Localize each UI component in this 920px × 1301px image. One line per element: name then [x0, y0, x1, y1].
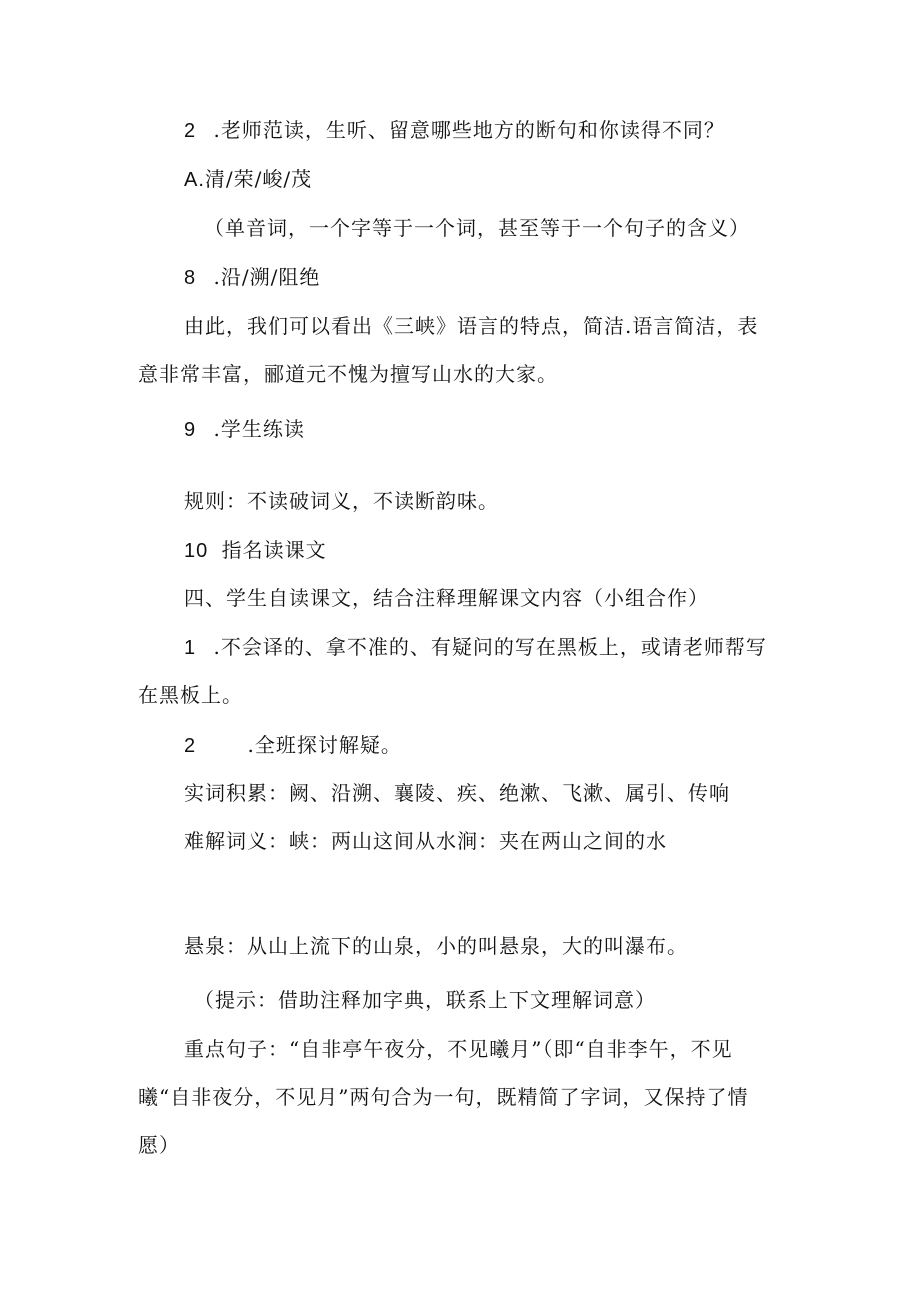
text-line	[184, 584, 709, 612]
line-text: 愿）	[138, 1133, 180, 1157]
text-line	[184, 633, 767, 662]
text-line	[184, 116, 725, 145]
line-text: .学生练读	[213, 417, 305, 441]
line-text: 清/荣/峻/茂	[204, 167, 313, 191]
line-text: （提示：借助注释加字典，联系上下文理解词意）	[194, 988, 656, 1012]
text-line	[194, 986, 656, 1014]
list-number: 2	[184, 120, 197, 142]
line-text: 由此，我们可以看出《三峡》语言的特点，简洁.语言简洁，表	[184, 314, 759, 338]
line-text: 难解词义：峡：两山这间从水涧：夹在两山之间的水	[184, 829, 667, 853]
text-line	[184, 932, 688, 960]
line-text: 规则：不读破词义，不读断韵味。	[184, 489, 499, 513]
list-number: 8	[184, 267, 197, 289]
text-line	[138, 1131, 180, 1159]
line-text: 重点句子：“自非亭午夜分，不见曦月”（即“自非李午，不见	[184, 1037, 733, 1061]
list-number: 2	[184, 735, 197, 757]
text-line	[138, 1083, 748, 1111]
line-text: 意非常丰富，郦道元不愧为擅写山水的大家。	[138, 362, 558, 386]
text-line	[184, 487, 499, 515]
line-text: .沿/溯/阻绝	[213, 265, 321, 289]
line-text: .老师范读，生听、留意哪些地方的断句和你读得不同？	[213, 118, 725, 142]
line-text: 四、学生自读课文，结合注释理解课文内容（小组合作）	[184, 586, 709, 610]
line-text: 在黑板上。	[138, 683, 243, 707]
text-line	[184, 312, 758, 340]
list-number: 9	[184, 419, 197, 441]
line-text: .全班探讨解疑。	[247, 733, 402, 757]
list-number: 1	[184, 637, 197, 659]
line-text: （单音词，一个字等于一个词，甚至等于一个句子的含义）	[204, 216, 750, 240]
text-line	[184, 779, 730, 807]
text-line	[184, 415, 305, 444]
text-line	[138, 360, 558, 388]
list-number: A.	[184, 169, 205, 191]
text-line	[184, 263, 320, 292]
text-line	[204, 214, 750, 242]
text-line	[184, 1035, 733, 1063]
line-text: 实词积累：阙、沿溯、襄陵、疾、绝漱、飞漱、属引、传响	[184, 781, 730, 805]
list-number: 10	[184, 540, 209, 562]
text-line	[184, 827, 667, 855]
text-line	[184, 536, 327, 565]
line-text: .不会译的、拿不准的、有疑问的写在黑板上，或请老师帮写	[213, 635, 767, 659]
text-line	[184, 731, 402, 760]
text-line	[184, 165, 312, 194]
text-line	[138, 681, 243, 709]
line-text: 悬泉：从山上流下的山泉，小的叫悬泉，大的叫瀑布。	[184, 934, 688, 958]
line-text: 曦“自非夜分，不见月”两句合为一句，既精简了字词，又保持了情	[138, 1085, 749, 1109]
line-text: 指名读课文	[221, 538, 327, 562]
